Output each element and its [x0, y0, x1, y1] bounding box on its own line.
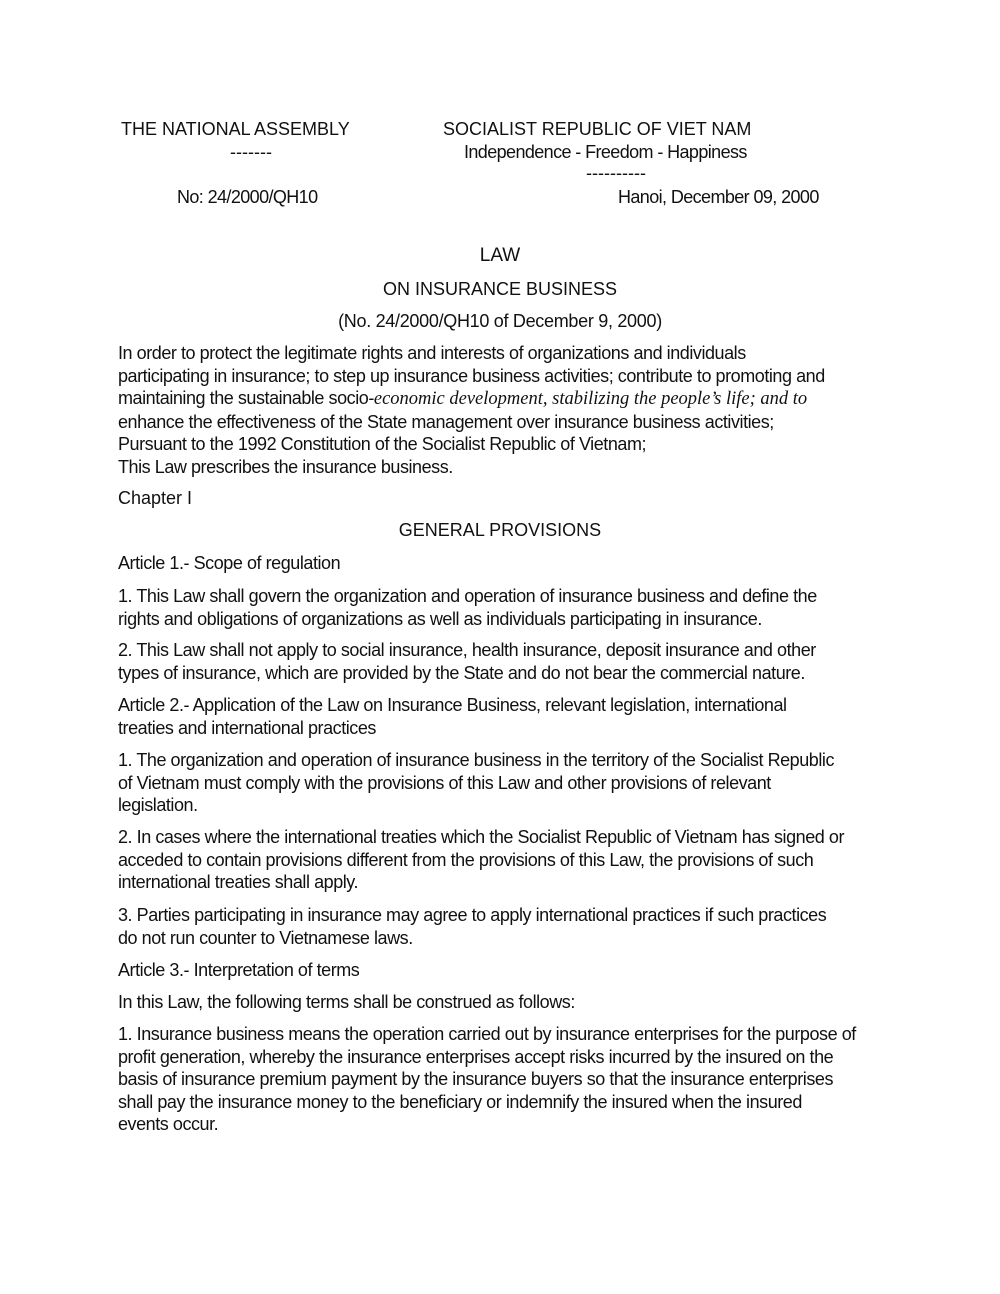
article-heading-line: treaties and international practices [118, 717, 376, 738]
country-name: SOCIALIST REPUBLIC OF VIET NAM [443, 119, 752, 139]
clause-line: 1. The organization and operation of insurance business in the territory of the Socialist Republic [118, 750, 835, 770]
law-title: LAW [479, 245, 521, 266]
clause-line: 2. In cases where the international treaties which the Socialist Republic of Vietnam has signed or [118, 827, 844, 847]
preamble-line: In order to protect the legitimate rights and interests of organizations and individuals [118, 343, 746, 363]
article-1-clause-2 [118, 639, 888, 684]
issuing-body-divider: ------- [230, 142, 272, 162]
clause-line: rights and obligations of organizations as well as individuals participating in insurance. [118, 608, 762, 629]
article-2-heading [118, 694, 888, 739]
preamble-line-italic: economic development, stabilizing the people’s life; and to [373, 389, 808, 409]
clause-line: In this Law, the following terms shall be construed as follows: [118, 992, 575, 1012]
law-subject: ON INSURANCE BUSINESS [382, 279, 618, 299]
preamble-line-regular: maintaining the sustainable socio- [118, 388, 374, 408]
chapter-label: Chapter I [118, 488, 193, 508]
preamble [118, 342, 888, 478]
article-3-intro [118, 991, 888, 1014]
article-2-clause-1 [118, 749, 888, 817]
article-1-clause-1 [118, 585, 888, 630]
article-1-heading [118, 552, 888, 575]
article-3-clause-1 [118, 1023, 888, 1136]
article-2-clause-3 [118, 904, 888, 949]
clause-line: international treaties shall apply. [118, 872, 359, 892]
clause-line: of Vietnam must comply with the provisions of this Law and other provisions of relevant [118, 772, 771, 793]
national-motto: Independence - Freedom - Happiness [464, 142, 747, 162]
clause-line: 2. This Law shall not apply to social insurance, health insurance, deposit insurance and other [118, 640, 816, 660]
article-heading-line: Article 2.- Application of the Law on Insurance Business, relevant legislation, international [118, 695, 787, 715]
preamble-line: enhance the effectiveness of the State management over insurance business activities; [118, 411, 774, 432]
article-heading-line: Article 3.- Interpretation of terms [118, 960, 360, 980]
clause-line: do not run counter to Vietnamese laws. [118, 927, 413, 948]
clause-line: events occur. [118, 1114, 219, 1134]
preamble-line: This Law prescribes the insurance business. [118, 456, 453, 477]
document-number: No: 24/2000/QH10 [177, 187, 318, 207]
preamble-line: participating in insurance; to step up insurance business activities; contribute to promoting and [118, 365, 825, 386]
law-reference: (No. 24/2000/QH10 of December 9, 2000) [338, 311, 662, 331]
issuing-body: THE NATIONAL ASSEMBLY [121, 119, 350, 139]
clause-line: types of insurance, which are provided by the State and do not bear the commercial nature. [118, 662, 805, 683]
article-heading-line: Article 1.- Scope of regulation [118, 553, 341, 573]
clause-line: 1. This Law shall govern the organization and operation of insurance business and define the [118, 586, 817, 606]
clause-line: shall pay the insurance money to the beneficiary or indemnify the insured when the insured [118, 1091, 802, 1112]
clause-line: basis of insurance premium payment by the insurance buyers so that the insurance enterprises [118, 1069, 833, 1089]
motto-divider: ---------- [586, 163, 646, 183]
article-2-clause-2 [118, 826, 888, 894]
article-3-heading [118, 959, 888, 982]
preamble-line-mixed [118, 387, 888, 411]
preamble-line: Pursuant to the 1992 Constitution of the Socialist Republic of Vietnam; [118, 434, 647, 454]
place-and-date: Hanoi, December 09, 2000 [618, 187, 819, 207]
clause-line: acceded to contain provisions different from the provisions of this Law, the provisions of such [118, 849, 814, 870]
chapter-title: GENERAL PROVISIONS [398, 520, 602, 540]
clause-line: 3. Parties participating in insurance may agree to apply international practices if such practices [118, 905, 827, 925]
clause-line: profit generation, whereby the insurance enterprises accept risks incurred by the insured on the [118, 1046, 834, 1067]
clause-line: legislation. [118, 795, 198, 815]
clause-line: 1. Insurance business means the operation carried out by insurance enterprises for the purpose of [118, 1024, 856, 1044]
